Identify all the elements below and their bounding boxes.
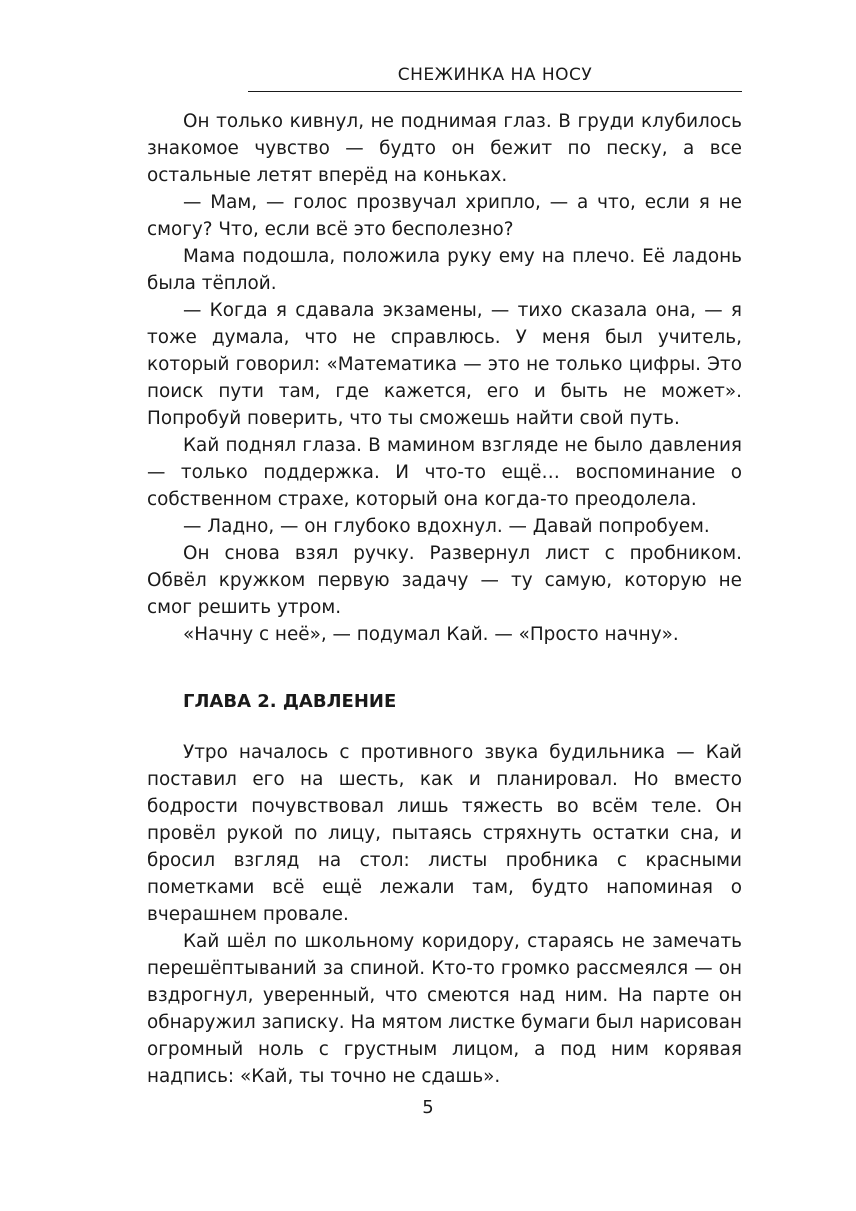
page-number: 5 (422, 1097, 434, 1118)
paragraph: «Начну с неё», — подумал Кай. — «Просто начну». (183, 624, 679, 645)
paragraph: Утро началось с противного звука будильника — Кай поставил его на шесть, как и планировал. Но вместо бодрости почувствовал лишь тяжесть во всём теле. Он провёл рукой по лицу, пытаясь стряхнуть остатки сна, и бросил взгляд на стол: листы пробника с красными пометками всё ещё лежали там, будто напоминая о вчерашнем провале. (147, 742, 742, 925)
chapter-text (147, 739, 742, 1090)
paragraph: Мама подошла, положила руку ему на плечо. Её ладонь была тёплой. (147, 246, 742, 294)
text-before-chapter (147, 108, 742, 648)
header-rule (248, 91, 742, 92)
paragraph: Он снова взял ручку. Развернул лист с пробником. Обвёл кружком первую задачу — ту самую, которую не смог решить утром. (147, 543, 742, 618)
running-header: СНЕЖИНКА НА НОСУ (397, 65, 593, 85)
paragraph: Кай шёл по школьному коридору, стараясь не замечать перешёптываний за спиной. Кто-то громко рассмеялся — он вздрогнул, уверенный, что смеются над ним. На парте он обнаружил записку. На мятом листке бумаги был нарисован огромный ноль с грустным лицом, а под ним корявая надпись: «Кай, ты точно не сдашь». (147, 931, 742, 1087)
paragraph: — Когда я сдавала экзамены, — тихо сказала она, — я тоже думала, что не справлюсь. У меня был учитель, который говорил: «Математика — это не только цифры. Это поиск пути там, где кажется, его и быть не может». Попробуй поверить, что ты сможешь найти свой путь. (147, 300, 742, 429)
paragraph: — Ладно, — он глубоко вдохнул. — Давай попробуем. (183, 516, 710, 537)
paragraph: Кай поднял глаза. В мамином взгляде не было давления — только поддержка. И что-то ещё… воспоминание о собственном страхе, который она когда-то преодолела. (147, 435, 742, 510)
chapter-heading: ГЛАВА 2. ДАВЛЕНИЕ (183, 691, 397, 712)
paragraph: — Мам, — голос прозвучал хрипло, — а что, если я не смогу? Что, если всё это бесполезно? (147, 192, 742, 240)
paragraph: Он только кивнул, не поднимая глаз. В груди клубилось знакомое чувство — будто он бежит по песку, а все остальные летят вперёд на коньках. (147, 111, 742, 186)
